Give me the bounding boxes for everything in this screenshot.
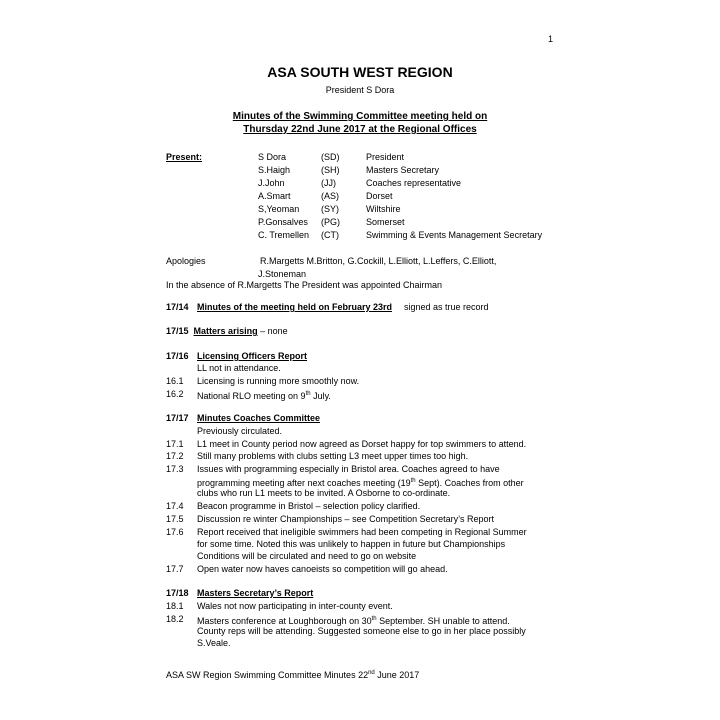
sub-number: 18.2 xyxy=(166,614,184,624)
item-1715 xyxy=(166,325,288,337)
sub-text: National RLO meeting on 9th July. xyxy=(197,391,331,401)
present-role: Somerset xyxy=(366,217,405,227)
sub-number: 17.6 xyxy=(166,527,184,537)
sub-text-cont: clubs who run L1 meets to be invited. A Osborne to co-ordinate. xyxy=(197,488,451,498)
sub-number: 17.2 xyxy=(166,451,184,461)
present-code: (AS) xyxy=(321,191,339,201)
sub-number: 17.4 xyxy=(166,501,184,511)
absence-note: In the absence of R.Margetts The President was appointed Chairman xyxy=(166,280,442,290)
sub-text-cont: S.Veale. xyxy=(197,638,231,648)
sub-text: Report received that ineligible swimmers had been competing in Regional Summer xyxy=(197,527,527,537)
present-name: C. Tremellen xyxy=(258,230,310,240)
page-footer: ASA SW Region Swimming Committee Minutes 22nd June 2017 xyxy=(166,670,420,680)
sub-text: L1 meet in County period now agreed as Dorset happy for top swimmers to attend. xyxy=(197,439,527,449)
present-name: S Dora xyxy=(258,152,287,162)
sub-text: Discussion re winter Championships – see Competition Secretary’s Report xyxy=(197,514,494,524)
sub-text: Beacon programme in Bristol – selection policy clarified. xyxy=(197,501,421,511)
sub-number: 17.3 xyxy=(166,464,184,474)
sub-number: 16.1 xyxy=(166,376,184,386)
present-role: President xyxy=(366,152,405,162)
item-title: Matters arising xyxy=(193,326,258,336)
sub-number: 17.5 xyxy=(166,514,184,524)
item-intro: LL not in attendance. xyxy=(197,363,281,373)
present-code: (SH) xyxy=(321,165,340,175)
present-role: Dorset xyxy=(366,191,393,201)
sub-text: Masters conference at Loughborough on 30th September. SH unable to attend. xyxy=(197,616,510,626)
present-label: Present: xyxy=(166,152,203,162)
president-line: President S Dora xyxy=(325,85,395,95)
present-name: P.Gonsalves xyxy=(258,217,308,227)
sub-text-cont: for some time. Noted this was unlikely to happen in future but Championships xyxy=(197,539,506,549)
present-code: (JJ) xyxy=(321,178,336,188)
sub-text-cont: County reps will be attending. Suggested someone else to go in her place possibly xyxy=(197,626,526,636)
sub-number: 16.2 xyxy=(166,389,184,399)
sub-text: Still many problems with clubs setting L3 meet upper times too high. xyxy=(197,451,469,461)
item-text: signed as true record xyxy=(404,302,489,312)
sub-text-cont: Conditions will be circulated and need to go on website xyxy=(197,551,417,561)
apologies-label: Apologies xyxy=(166,256,206,266)
meeting-title-line2: Thursday 22nd June 2017 at the Regional Offices xyxy=(243,124,477,135)
sub-text-cont: programming meeting after next coaches meeting (19th Sept). Coaches from other xyxy=(197,478,524,488)
sub-text: Wales not now participating in inter-county event. xyxy=(197,601,393,611)
sub-text: Issues with programming especially in Bristol area. Coaches agreed to have xyxy=(197,464,500,474)
page-number: 1 xyxy=(548,34,554,44)
apologies-names-cont: J.Stoneman xyxy=(258,269,307,279)
item-title: Minutes Coaches Committee xyxy=(197,413,321,423)
item-number: 17/14 xyxy=(166,302,189,312)
present-code: (SY) xyxy=(321,204,339,214)
organisation-title: ASA SOUTH WEST REGION xyxy=(267,64,453,80)
present-name: A.Smart xyxy=(258,191,291,201)
present-name: S.Haigh xyxy=(258,165,291,175)
sub-text: Licensing is running more smoothly now. xyxy=(197,376,360,386)
item-number: 17/18 xyxy=(166,588,189,598)
present-role: Masters Secretary xyxy=(366,165,440,175)
present-code: (PG) xyxy=(321,217,340,227)
item-text: – none xyxy=(257,326,288,336)
meeting-title-line1: Minutes of the Swimming Committee meeting held on xyxy=(232,111,488,122)
item-number: 17/15 xyxy=(166,326,189,336)
item-number: 17/17 xyxy=(166,413,189,423)
present-role: Coaches representative xyxy=(366,178,462,188)
item-number: 17/16 xyxy=(166,351,189,361)
present-role: Wiltshire xyxy=(366,204,401,214)
item-title: Licensing Officers Report xyxy=(197,351,308,361)
present-role: Swimming & Events Management Secretary xyxy=(366,230,543,240)
item-intro: Previously circulated. xyxy=(197,426,283,436)
present-name: J.John xyxy=(258,178,285,188)
sub-number: 18.1 xyxy=(166,601,184,611)
item-title: Masters Secretary’s Report xyxy=(197,588,314,598)
present-name: S,Yeoman xyxy=(258,204,300,214)
apologies-names: R.Margetts M.Britton, G.Cockill, L.Elliott, L.Leffers, C.Elliott, xyxy=(260,256,497,266)
sub-number: 17.7 xyxy=(166,564,184,574)
present-code: (CT) xyxy=(321,230,339,240)
sub-number: 17.1 xyxy=(166,439,184,449)
item-title: Minutes of the meeting held on February 23rd xyxy=(197,302,393,312)
sub-text: Open water now haves canoeists so competition will go ahead. xyxy=(197,564,448,574)
present-code: (SD) xyxy=(321,152,340,162)
